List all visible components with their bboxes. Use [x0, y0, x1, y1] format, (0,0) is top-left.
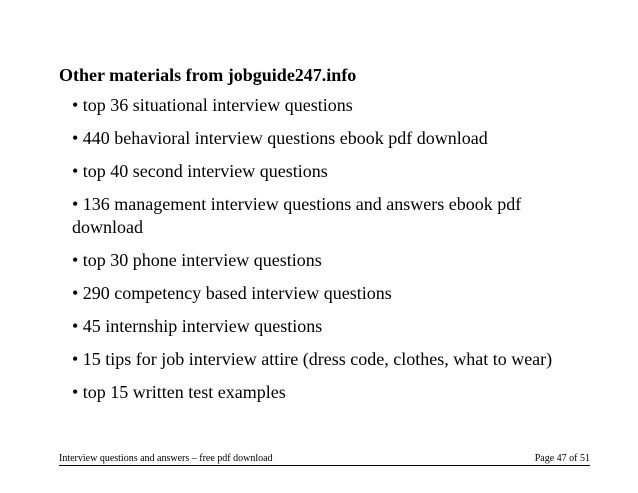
- list-item: • 15 tips for job interview attire (dress code, clothes, what to wear): [72, 349, 553, 369]
- page-number: Page 47 of 51: [534, 453, 590, 464]
- list-item: • 440 behavioral interview questions ebook pdf download: [72, 128, 488, 148]
- materials-list: [72, 94, 572, 414]
- list-item: • 290 competency based interview questions: [72, 283, 392, 303]
- list-item: • 45 internship interview questions: [72, 316, 323, 336]
- page-footer: [59, 453, 590, 466]
- list-item: • 136 management interview questions and answers ebook pdf download: [72, 194, 522, 237]
- list-item: • top 30 phone interview questions: [72, 250, 322, 270]
- list-item: • top 15 written test examples: [72, 382, 286, 402]
- footer-title: Interview questions and answers – free pdf download: [59, 453, 273, 464]
- page-heading: Other materials from jobguide247.info: [59, 65, 357, 85]
- list-item: • top 36 situational interview questions: [72, 95, 353, 115]
- list-item: • top 40 second interview questions: [72, 161, 328, 181]
